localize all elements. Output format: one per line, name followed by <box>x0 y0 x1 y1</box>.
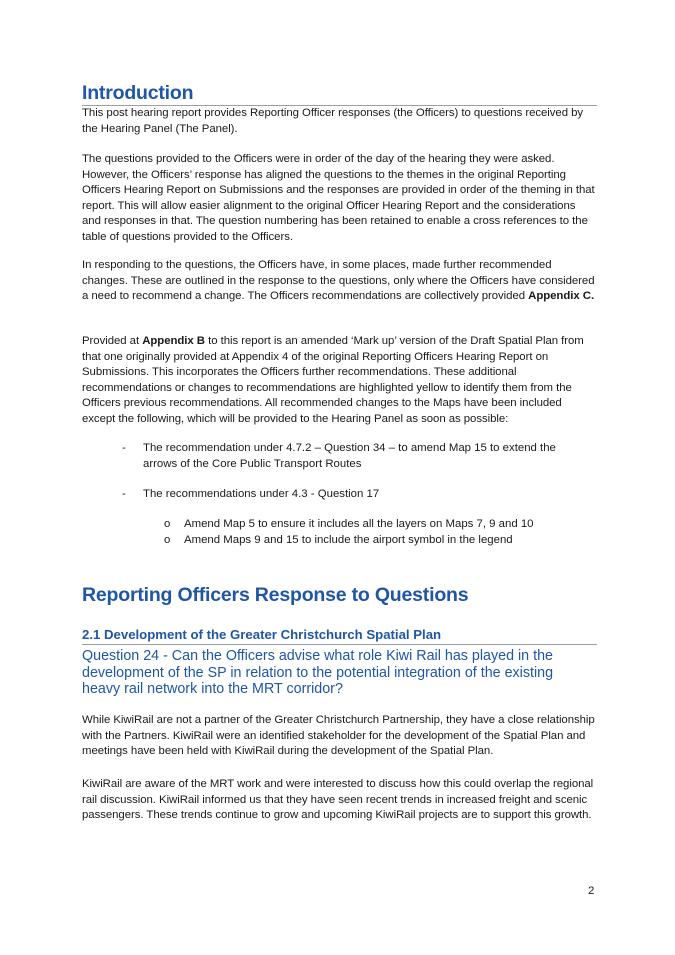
intro-paragraph-3-text: In responding to the questions, the Officers have, in some places, made further recommended changes. These are outlined in the response to the questions, only where the Officers have considered a need to recommend a change. The Officers recommendations are collectively provided <box>82 259 595 302</box>
introduction-heading: Introduction <box>82 82 597 106</box>
appendix-c-ref: Appendix C. <box>528 290 595 302</box>
intro-paragraph-2: The questions provided to the Officers were in order of the day of the hearing they were asked. However, the Officers’ response has aligned the questions to the themes in the original Reporting Officers Hearing Report on Submissions and the responses are provided in order of the theming in that report. This will allow easier alignment to the original Officer Hearing Report and the considerations and responses in that. The question numbering has been retained to enable a cross references to the table of questions provided to the Officers. <box>82 153 595 243</box>
intro-paragraph-4 <box>82 334 597 427</box>
intro-paragraph-4-text: to this report is an amended ‘Mark up’ version of the Draft Spatial Plan from that one originally provided at Appendix 4 of the original Reporting Officers Hearing Report on Submissions. This incorporates the Officers further recommendations. These additional recommendations or changes to recommendations are highlighted yellow to identify them from the Officers previous recommendations. All recommended changes to the Maps have been included except the following, which will be provided to the Hearing Panel as soon as possible: <box>82 335 584 425</box>
dash-bullet: - <box>122 442 126 454</box>
sub-list-item-text: Amend Maps 9 and 15 to include the airport symbol in the legend <box>184 534 513 546</box>
page-number: 2 <box>588 885 595 897</box>
question-heading: Question 24 - Can the Officers advise what role Kiwi Rail has played in the development of the SP in relation to the potential integration of the existing heavy rail network into the MRT corridor? <box>82 648 554 698</box>
list-item-text: The recommendation under 4.7.2 – Question 34 – to amend Map 15 to extend the arrows of the Core Public Transport Routes <box>143 442 556 470</box>
intro-paragraph-1: This post hearing report provides Reporting Officer responses (the Officers) to questions received by the Hearing Panel (The Panel). <box>82 107 584 135</box>
section-heading: 2.1 Development of the Greater Christchurch Spatial Plan <box>82 627 597 645</box>
intro-paragraph-3 <box>82 258 597 305</box>
response-paragraph-1: While KiwiRail are not a partner of the Greater Christchurch Partnership, they have a close relationship with the Partners. KiwiRail were an identified stakeholder for the development of the Spatial Plan and meetings have been held with KiwiRail during the development of the Spatial Plan. <box>82 714 595 757</box>
dash-bullet: - <box>122 488 126 500</box>
response-paragraph-2: KiwiRail are aware of the MRT work and were interested to discuss how this could overlap the regional rail discussion. KiwiRail informed us that they have seen recent trends in increased freight and scenic passengers. These trends continue to grow and upcoming KiwiRail projects are to support this growth. <box>82 778 594 821</box>
response-heading: Reporting Officers Response to Questions <box>82 584 469 606</box>
circle-bullet: o <box>164 518 171 530</box>
circle-bullet: o <box>164 534 171 546</box>
intro-paragraph-4-lead: Provided at <box>82 335 140 347</box>
sub-list-item-text: Amend Map 5 to ensure it includes all the layers on Maps 7, 9 and 10 <box>184 518 534 530</box>
appendix-b-ref: Appendix B <box>142 335 205 347</box>
list-item-text: The recommendations under 4.3 - Question 17 <box>143 488 380 500</box>
